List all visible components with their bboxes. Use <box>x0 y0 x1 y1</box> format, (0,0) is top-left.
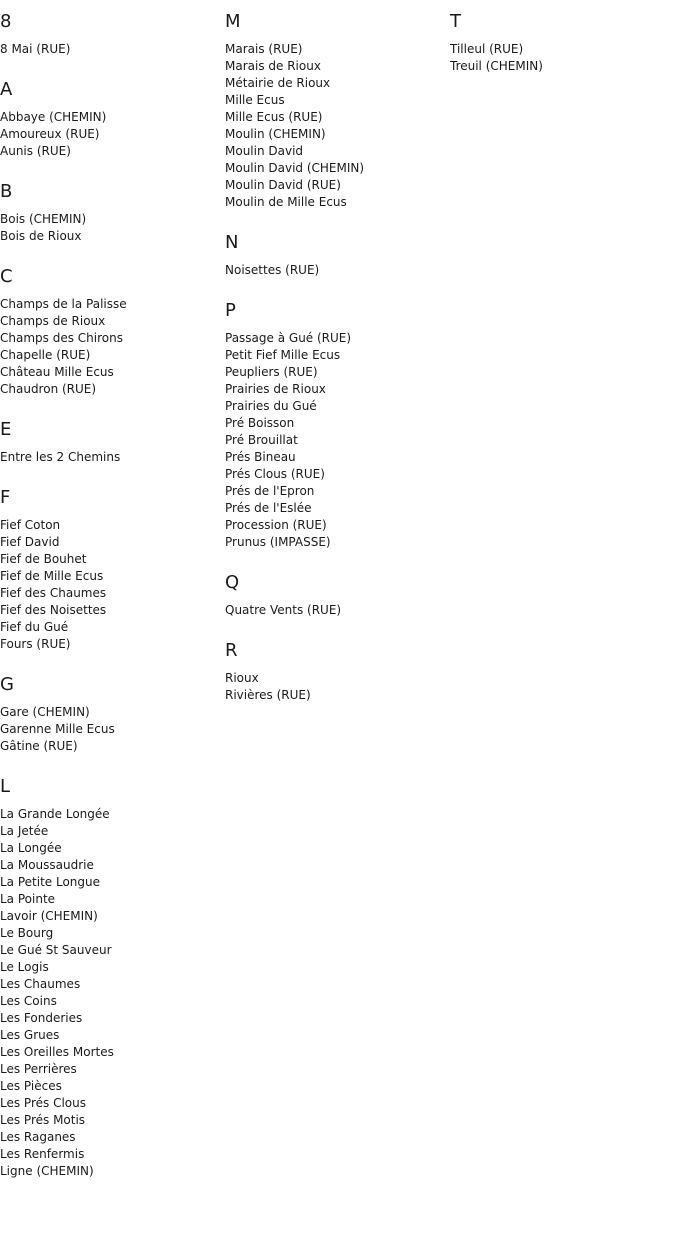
street-item[interactable]: Mille Ecus <box>225 93 285 107</box>
letter-group <box>0 674 225 755</box>
street-item[interactable]: Prés de l'Eslée <box>225 501 312 515</box>
street-item[interactable]: Bois (CHEMIN) <box>0 212 87 226</box>
letter-heading: C <box>0 266 13 287</box>
street-list <box>225 262 450 279</box>
street-list <box>0 517 225 653</box>
street-item[interactable]: Pré Brouillat <box>225 433 298 447</box>
street-list <box>225 330 450 551</box>
letter-heading: F <box>0 487 11 508</box>
column-1 <box>0 0 225 1180</box>
street-list <box>0 211 225 245</box>
letter-heading: M <box>225 11 241 32</box>
letter-group <box>0 79 225 160</box>
letter-group <box>225 640 450 704</box>
letter-group <box>225 572 450 619</box>
street-list <box>0 41 225 58</box>
street-item[interactable]: Champs de la Palisse <box>0 297 127 311</box>
street-item[interactable]: Les Oreilles Mortes <box>0 1045 114 1059</box>
letter-heading: N <box>225 232 239 253</box>
street-item[interactable]: Les Grues <box>0 1028 60 1042</box>
street-item[interactable]: Moulin de Mille Ecus <box>225 195 347 209</box>
street-item[interactable]: Prés de l'Epron <box>225 484 315 498</box>
street-item[interactable]: Prairies du Gué <box>225 399 317 413</box>
street-list <box>0 806 225 1180</box>
street-item[interactable]: Fief du Gué <box>0 620 69 634</box>
letter-heading: B <box>0 181 13 202</box>
street-item[interactable]: Fief David <box>0 535 60 549</box>
street-item[interactable]: Quatre Vents (RUE) <box>225 603 342 617</box>
street-item[interactable]: La Jetée <box>0 824 49 838</box>
column-2 <box>225 0 450 704</box>
street-list <box>225 602 450 619</box>
street-item[interactable]: Les Prés Clous <box>0 1096 86 1110</box>
street-item[interactable]: Les Chaumes <box>0 977 81 991</box>
street-item[interactable]: Passage à Gué (RUE) <box>225 331 352 345</box>
street-item[interactable]: Chapelle (RUE) <box>0 348 91 362</box>
street-list <box>225 670 450 704</box>
street-list <box>0 296 225 398</box>
street-item[interactable]: Prés Bineau <box>225 450 296 464</box>
street-item[interactable]: Moulin David <box>225 144 304 158</box>
street-item[interactable]: Fours (RUE) <box>0 637 71 651</box>
letter-heading: A <box>0 79 13 100</box>
street-item[interactable]: Fief des Noisettes <box>0 603 107 617</box>
street-item[interactable]: Le Logis <box>0 960 49 974</box>
street-item[interactable]: Marais (RUE) <box>225 42 303 56</box>
street-item[interactable]: Les Pièces <box>0 1079 62 1093</box>
street-item[interactable]: Moulin (CHEMIN) <box>225 127 326 141</box>
street-list <box>0 109 225 160</box>
street-item[interactable]: La Pointe <box>0 892 56 906</box>
street-item[interactable]: Noisettes (RUE) <box>225 263 320 277</box>
letter-heading: P <box>225 300 236 321</box>
street-item[interactable]: Chaudron (RUE) <box>0 382 97 396</box>
street-item[interactable]: Marais de Rioux <box>225 59 321 73</box>
letter-group <box>450 11 675 75</box>
street-item[interactable]: Champs de Rioux <box>0 314 106 328</box>
street-item[interactable]: Le Gué St Sauveur <box>0 943 112 957</box>
street-item[interactable]: Moulin David (RUE) <box>225 178 341 192</box>
street-list <box>0 704 225 755</box>
letter-heading: T <box>450 11 461 32</box>
street-item[interactable]: Métairie de Rioux <box>225 76 331 90</box>
street-item[interactable]: Garenne Mille Ecus <box>0 722 115 736</box>
column-3 <box>450 0 675 75</box>
letter-group <box>0 266 225 398</box>
letter-group <box>0 419 225 466</box>
street-item[interactable]: Moulin David (CHEMIN) <box>225 161 365 175</box>
letter-group <box>0 487 225 653</box>
street-item[interactable]: Prairies de Rioux <box>225 382 326 396</box>
street-item[interactable]: Gâtine (RUE) <box>0 739 78 753</box>
street-item[interactable]: Fief de Mille Ecus <box>0 569 104 583</box>
street-item[interactable]: Entre les 2 Chemins <box>0 450 121 464</box>
street-item[interactable]: Prés Clous (RUE) <box>225 467 325 481</box>
street-list <box>225 41 450 211</box>
street-item[interactable]: Tilleul (RUE) <box>450 42 524 56</box>
street-item[interactable]: Château Mille Ecus <box>0 365 114 379</box>
street-item[interactable]: Fief des Chaumes <box>0 586 107 600</box>
street-item[interactable]: La Grande Longée <box>0 807 110 821</box>
street-item[interactable]: Les Renfermis <box>0 1147 85 1161</box>
letter-group <box>225 232 450 279</box>
street-item[interactable]: Les Coins <box>0 994 57 1008</box>
letter-heading: G <box>0 674 14 695</box>
street-item[interactable]: Ligne (CHEMIN) <box>0 1164 94 1178</box>
street-item[interactable]: Procession (RUE) <box>225 518 327 532</box>
letter-heading: 8 <box>0 11 12 32</box>
street-item[interactable]: Fief Coton <box>0 518 61 532</box>
street-item[interactable]: La Moussaudrie <box>0 858 94 872</box>
letter-group <box>225 300 450 551</box>
street-item[interactable]: Les Fonderies <box>0 1011 83 1025</box>
street-item[interactable]: La Longée <box>0 841 62 855</box>
street-item[interactable]: Les Raganes <box>0 1130 76 1144</box>
letter-group <box>225 11 450 211</box>
street-item[interactable]: Amoureux (RUE) <box>0 127 100 141</box>
street-item[interactable]: 8 Mai (RUE) <box>0 42 71 56</box>
letter-group <box>0 11 225 58</box>
letter-group <box>0 776 225 1180</box>
street-item[interactable]: Gare (CHEMIN) <box>0 705 90 719</box>
street-item[interactable]: Bois de Rioux <box>0 229 82 243</box>
street-item[interactable]: Rioux <box>225 671 259 685</box>
street-item[interactable]: Le Bourg <box>0 926 54 940</box>
street-item[interactable]: Champs des Chirons <box>0 331 123 345</box>
letter-heading: L <box>0 776 11 797</box>
street-item[interactable]: Lavoir (CHEMIN) <box>0 909 98 923</box>
street-item[interactable]: Fief de Bouhet <box>0 552 87 566</box>
street-item[interactable]: Treuil (CHEMIN) <box>450 59 543 73</box>
street-item[interactable]: Mille Ecus (RUE) <box>225 110 323 124</box>
street-item[interactable]: Les Perrières <box>0 1062 77 1076</box>
street-item[interactable]: Pré Boisson <box>225 416 295 430</box>
street-list <box>450 41 675 75</box>
street-item[interactable]: Petit Fief Mille Ecus <box>225 348 341 362</box>
street-item[interactable]: Abbaye (CHEMIN) <box>0 110 107 124</box>
street-item[interactable]: Prunus (IMPASSE) <box>225 535 331 549</box>
street-list <box>0 449 225 466</box>
letter-heading: R <box>225 640 238 661</box>
letter-group <box>0 181 225 245</box>
street-item[interactable]: Les Prés Motis <box>0 1113 86 1127</box>
street-item[interactable]: Rivières (RUE) <box>225 688 311 702</box>
letter-heading: Q <box>225 572 240 593</box>
letter-heading: E <box>0 419 12 440</box>
street-item[interactable]: Aunis (RUE) <box>0 144 71 158</box>
street-item[interactable]: Peupliers (RUE) <box>225 365 318 379</box>
street-item[interactable]: La Petite Longue <box>0 875 101 889</box>
